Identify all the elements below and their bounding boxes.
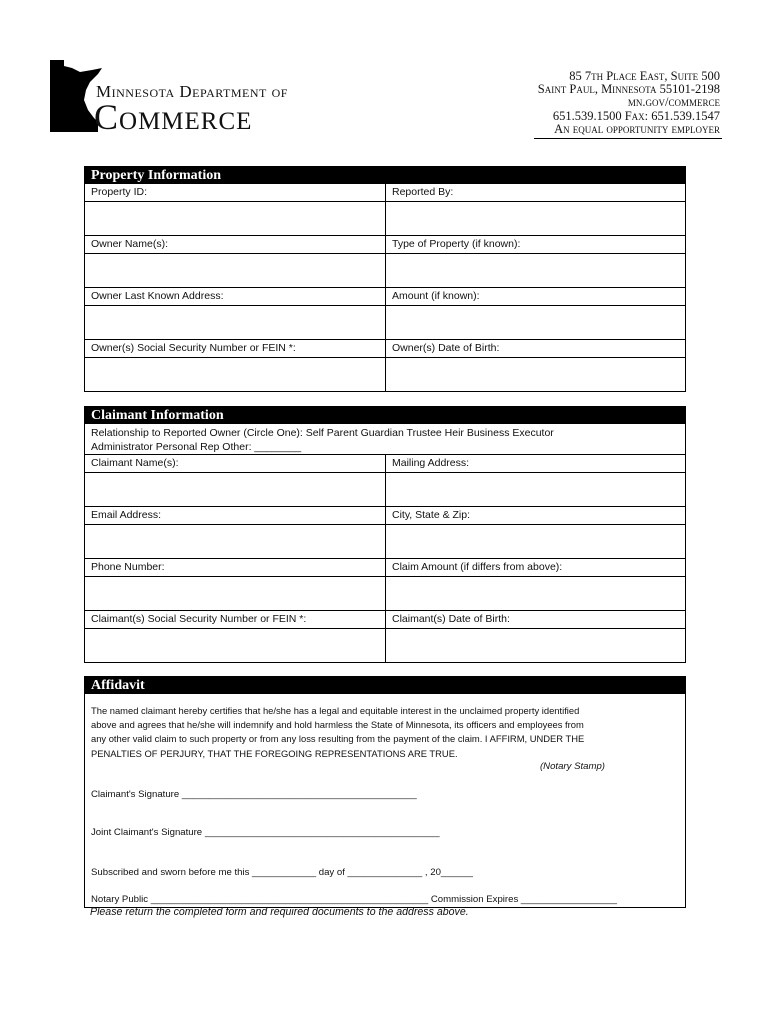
field-label: Type of Property (if known): (385, 236, 685, 253)
input-row (85, 253, 685, 287)
city-state-zip-field[interactable] (385, 525, 685, 558)
address-line: Saint Paul, Minnesota 55101-2198 (537, 82, 720, 97)
subscribed-sworn-line[interactable]: Subscribed and sworn before me this ____________ day of ______________ , 20______ (91, 867, 473, 878)
field-label: Owner Name(s): (91, 238, 169, 250)
notary-public-line[interactable]: Notary Public ____________________________________________________ Commission Expires __________________ (91, 894, 617, 905)
affidavit-line: PENALTIES OF PERJURY, THAT THE FOREGOING REPRESENTATIONS ARE TRUE. (91, 747, 458, 759)
property-type-field[interactable] (385, 254, 685, 287)
return-instructions: Please return the completed form and required documents to the address above. (90, 906, 469, 918)
property-id-field[interactable] (85, 202, 385, 235)
input-row (85, 472, 685, 506)
claimant-names-field[interactable] (85, 473, 385, 506)
input-row (85, 357, 685, 391)
claimant-signature-line[interactable]: Claimant's Signature ____________________________________________ (91, 789, 417, 800)
field-label: Claimant Name(s): (91, 457, 179, 469)
field-label: Mailing Address: (385, 455, 685, 472)
label-row (85, 339, 685, 357)
field-label: City, State & Zip: (385, 507, 685, 524)
phone-field[interactable] (85, 577, 385, 610)
address-line: 651.539.1500 Fax: 651.539.1547 (552, 108, 720, 123)
label-row (85, 610, 685, 628)
field-label: Email Address: (91, 509, 162, 521)
department-name-line2: Commerce (94, 97, 253, 137)
field-label: Owner Last Known Address: (91, 290, 224, 302)
affidavit-text (85, 694, 685, 761)
notary-stamp-label: (Notary Stamp) (539, 761, 605, 772)
field-label: Claimant(s) Social Security Number or FEIN *: (91, 613, 307, 625)
field-label: Claim Amount (if differs from above): (385, 559, 685, 576)
letterhead (0, 0, 770, 150)
section-title: Claimant Information (85, 407, 685, 424)
joint-claimant-signature-line[interactable]: Joint Claimant's Signature ____________________________________________ (91, 827, 440, 838)
department-address (538, 70, 720, 136)
mailing-address-field[interactable] (385, 473, 685, 506)
claim-amount-field[interactable] (385, 577, 685, 610)
owner-dob-field[interactable] (385, 358, 685, 391)
amount-field[interactable] (385, 306, 685, 339)
label-row (85, 235, 685, 253)
input-row (85, 305, 685, 339)
address-line: 85 7th Place East, Suite 500 (569, 69, 720, 83)
owner-ssn-field[interactable] (85, 358, 385, 391)
claimant-dob-field[interactable] (385, 629, 685, 662)
label-row (85, 506, 685, 524)
header-divider (534, 138, 722, 139)
claimant-ssn-field[interactable] (85, 629, 385, 662)
label-row (85, 184, 685, 201)
owner-names-field[interactable] (85, 254, 385, 287)
affidavit-line: The named claimant hereby certifies that he/she has a legal and equitable interest in the unclaimed property identified (91, 705, 580, 716)
address-line: mn.gov/commerce (627, 95, 720, 110)
address-line: An equal opportunity employer (554, 121, 720, 136)
field-label: Phone Number: (91, 561, 165, 573)
input-row (85, 524, 685, 558)
relationship-line: Relationship to Reported Owner (Circle One): Self Parent Guardian Trustee Heir Business Executor (91, 427, 554, 439)
field-label: Amount (if known): (385, 288, 685, 305)
relationship-options (85, 424, 685, 454)
section-title: Affidavit (85, 677, 685, 694)
field-label: Claimant(s) Date of Birth: (385, 611, 685, 628)
owner-address-field[interactable] (85, 306, 385, 339)
field-label: Owner(s) Date of Birth: (385, 340, 685, 357)
input-row (85, 201, 685, 235)
label-row (85, 558, 685, 576)
field-label: Property ID: (91, 186, 148, 198)
reported-by-field[interactable] (385, 202, 685, 235)
property-information-section (84, 166, 686, 392)
department-name-line1: Minnesota Department of (96, 82, 288, 101)
label-row (85, 454, 685, 472)
field-label: Owner(s) Social Security Number or FEIN *: (91, 342, 296, 354)
affidavit-line: any other valid claim to such property or from any loss resulting from the payment of the claim. I AFFIRM, UNDER THE (91, 733, 585, 745)
section-title: Property Information (85, 167, 685, 184)
email-field[interactable] (85, 525, 385, 558)
affidavit-section (84, 676, 686, 908)
field-label: Reported By: (385, 184, 685, 201)
affidavit-line: above and agrees that he/she will indemnify and hold harmless the State of Minnesota, its officers and employees from (91, 719, 584, 731)
label-row (85, 287, 685, 305)
relationship-line: Administrator Personal Rep Other: ________ (91, 441, 302, 453)
input-row (85, 628, 685, 662)
input-row (85, 576, 685, 610)
claimant-information-section (84, 406, 686, 663)
